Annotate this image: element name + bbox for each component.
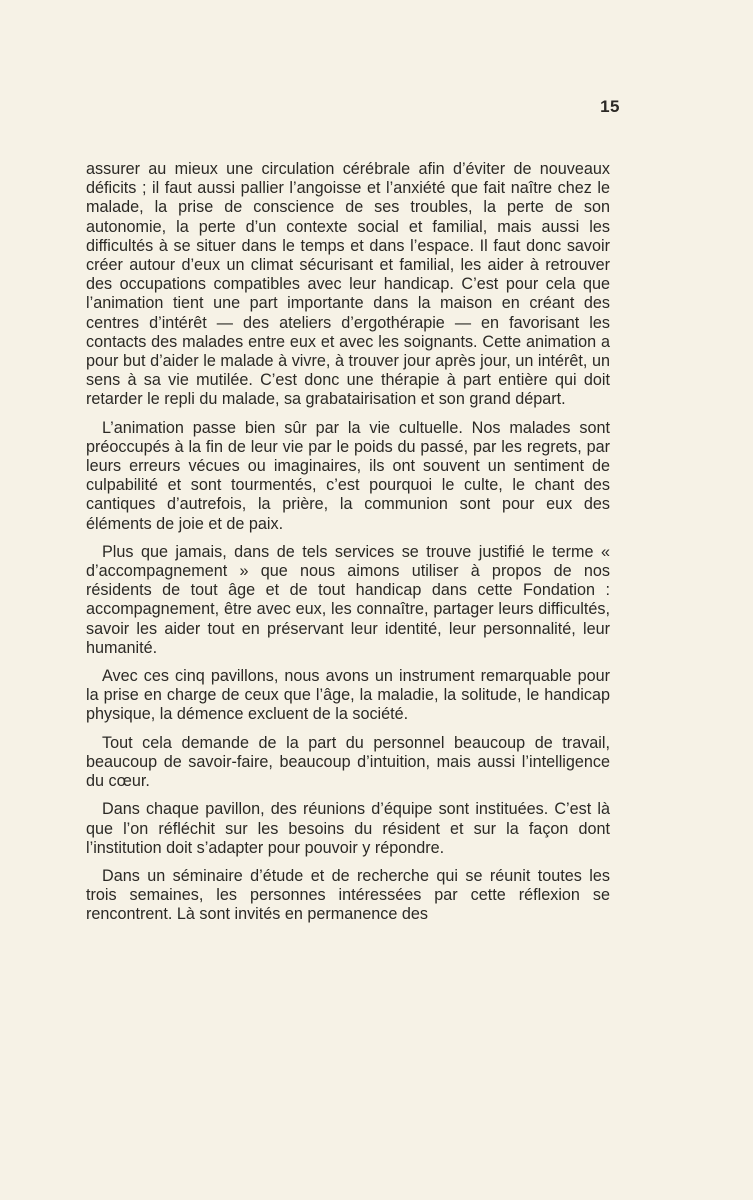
paragraph-7: Dans un séminaire d’étude et de recherche qui se réunit toutes les trois semaines, les personnes intéressées par cette réflexion se rencontrent. Là sont invités en permanence des [86,866,610,924]
paragraph-6: Dans chaque pavillon, des réunions d’équipe sont instituées. C’est là que l’on réfléchit sur les besoins du résident et sur la façon dont l’institution doit s’adapter pour pouvoir y répondre. [86,800,610,857]
paragraph-4: Avec ces cinq pavillons, nous avons un instrument remarquable pour la prise en charge de ceux que l’âge, la maladie, la solitude, le handicap physique, la démence excluent de la société. [86,667,610,724]
body-text [86,160,610,934]
paragraph-2: L’animation passe bien sûr par la vie cultuelle. Nos malades sont préoccupés à la fin de leur vie par le poids du passé, par les regrets, par leurs erreurs vécues ou imaginaires, ils ont souvent un sentiment de culpabilité et sont tourmentés, c’est pourquoi le culte, le chant des cantiques d’autrefois, la prière, la communion sont pour eux des éléments de joie et de paix. [86,418,610,533]
page-number: 15 [600,97,620,116]
paragraph-1: assurer au mieux une circulation cérébrale afin d’éviter de nouveaux déficits ; il faut aussi pallier l’angoisse et l’anxiété que fait naître chez le malade, la prise de conscience de ses troubles, la perte de son autonomie, la perte d’un contexte social et familial, mais aussi les difficultés à se situer dans le temps et dans l’espace. Il faut donc savoir créer autour d’eux un climat sécurisant et familial, les aider à retrouver des occupations compatibles avec leur handicap. C’est pour cela que l’animation tient une part importante dans la maison en créant des centres d’intérêt — des ateliers d’ergothérapie — en favorisant les contacts des malades entre eux et avec les soignants. Cette animation a pour but d’aider le malade à vivre, à trouver jour après jour, un intérêt, un sens à sa vie mutilée. C’est donc une thérapie à part entière qui doit retarder le repli du malade, sa grabatairisation et son grand départ. [86,160,610,409]
paragraph-3: Plus que jamais, dans de tels services se trouve justifié le terme « d’accompagnement » que nous aimons utiliser à propos de nos résidents de tout âge et de tout handicap dans cette Fondation : accompagnement, être avec eux, les connaître, partager leurs difficultés, savoir les aider tout en préservant leur identité, leur personnalité, leur humanité. [86,542,610,657]
paragraph-5: Tout cela demande de la part du personnel beaucoup de travail, beaucoup de savoir-faire, beaucoup d’intuition, mais aussi l’intelligence du cœur. [86,733,610,791]
